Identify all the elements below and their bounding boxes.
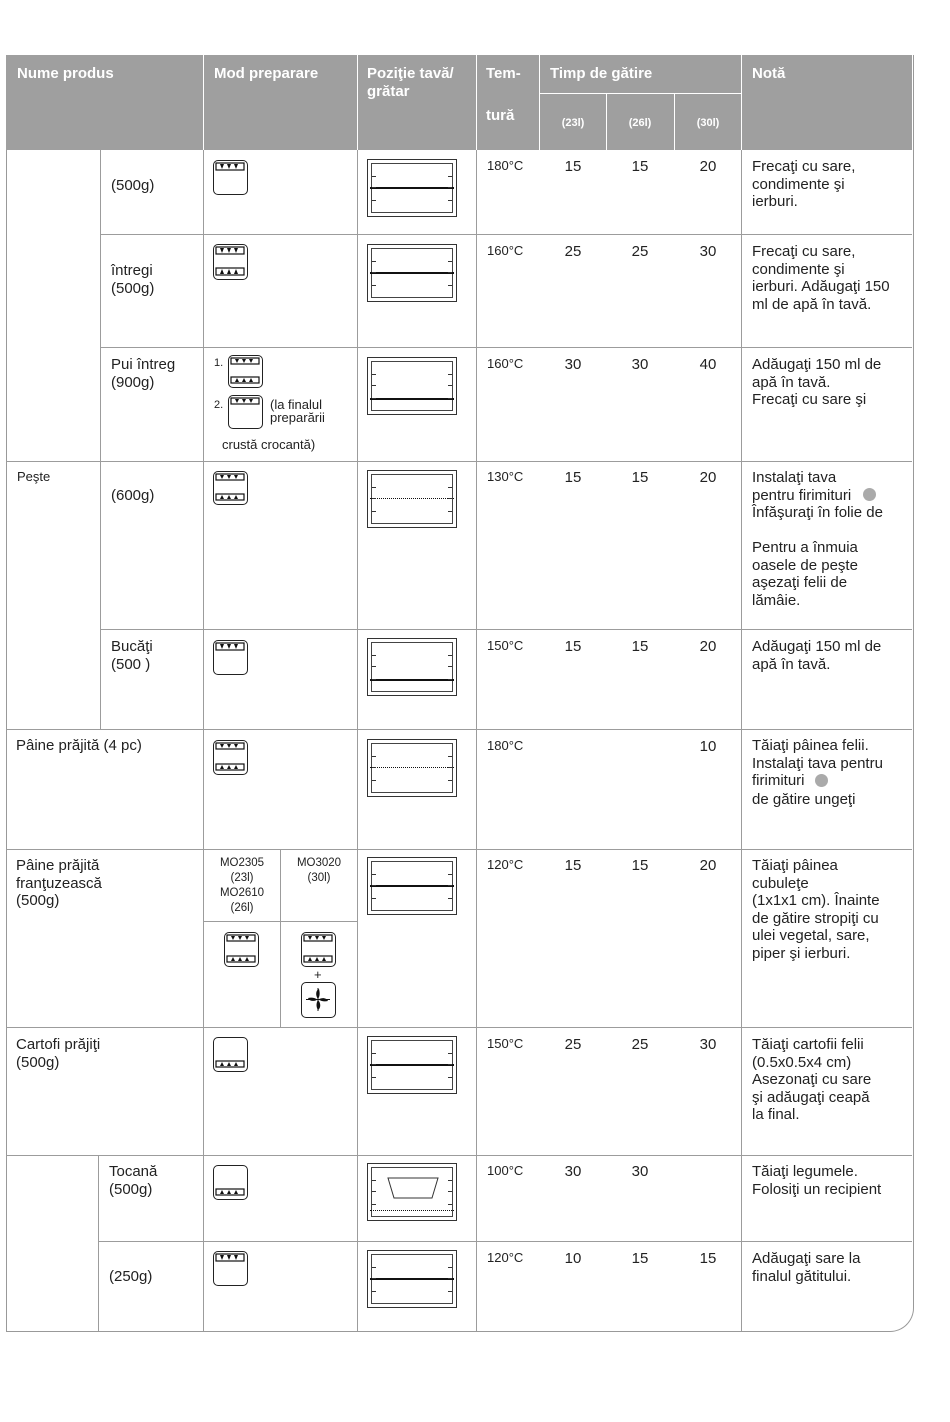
time-26l: 15	[631, 158, 649, 175]
top-bottom-grill-icon	[228, 355, 263, 388]
category-label: Peşte	[17, 469, 51, 484]
time-26l: 30	[631, 356, 649, 373]
header-time-23l: (23l)	[561, 117, 585, 129]
time-23l: 30	[564, 356, 582, 373]
note: Adăugaţi 150 ml de apă în tavă.	[752, 638, 882, 673]
product-name: Pâine prăjită (4 pc)	[16, 737, 142, 754]
mode-note-b: preparării	[270, 410, 325, 425]
shelf-position-icon	[367, 159, 457, 217]
temperature: 150°C	[487, 638, 524, 653]
product-name: (500g)	[111, 177, 155, 194]
header-mode: Mod preparare	[214, 65, 319, 82]
header-time: Timp de gătire	[550, 65, 653, 82]
temperature: 150°C	[487, 1036, 524, 1051]
bottom-heat-icon	[213, 1165, 248, 1200]
note: Adăugaţi 150 ml de apă în tavă. Frecaţi cu sare şi	[752, 356, 882, 408]
top-bottom-grill-icon	[301, 932, 336, 967]
time-30l: 20	[699, 857, 717, 874]
header-temp-1: Tem-	[486, 65, 521, 82]
temperature: 160°C	[487, 356, 524, 371]
time-23l: 10	[564, 1250, 582, 1267]
top-grill-icon	[228, 395, 263, 429]
note-b: Înfăşuraţi în folie de	[752, 504, 883, 521]
note-b: de gătire ungeţi	[752, 791, 856, 808]
product-name: Bucăţi (500 )	[111, 638, 153, 673]
time-30l: 30	[699, 1036, 717, 1053]
header-time-26l: (26l)	[628, 117, 652, 129]
mode-step-2: 2.	[214, 399, 224, 411]
time-26l: 15	[631, 1250, 649, 1267]
top-bottom-grill-icon	[213, 244, 248, 280]
model-label-a: MO2305 (23l) MO2610 (26l)	[219, 857, 265, 914]
header-note: Notă	[752, 65, 786, 82]
time-30l: 20	[699, 158, 717, 175]
plus-sign: +	[314, 967, 322, 982]
shelf-position-icon	[367, 357, 457, 415]
product-name: întregi (500g)	[111, 262, 155, 297]
product-name: Cartofi prăjiţi (500g)	[16, 1036, 101, 1071]
time-23l: 15	[564, 469, 582, 486]
grey-dot-icon	[815, 774, 828, 787]
product-name: (250g)	[109, 1268, 153, 1285]
top-grill-icon	[213, 1251, 248, 1286]
shelf-position-icon	[367, 638, 457, 696]
header-time-30l: (30l)	[696, 117, 720, 129]
note: Tăiaţi cartofii felii (0.5x0.5x4 cm) Asezonaţi cu sare şi adăugaţi ceapă la final.	[752, 1036, 872, 1123]
time-26l: 15	[631, 638, 649, 655]
time-30l: 10	[699, 738, 717, 755]
shelf-position-icon	[367, 739, 457, 797]
temperature: 180°C	[487, 158, 524, 173]
shelf-position-icon	[367, 1250, 457, 1308]
shelf-position-icon	[367, 244, 457, 302]
header-temp-2: tură	[486, 107, 515, 124]
shelf-position-icon	[367, 857, 457, 915]
mode-note-a: (la finalul	[270, 397, 323, 412]
note: Tăiaţi legumele. Folosiţi un recipient	[752, 1163, 882, 1198]
time-23l: 15	[564, 158, 582, 175]
top-bottom-grill-icon	[213, 740, 248, 775]
time-26l: 30	[631, 1163, 649, 1180]
product-name: (600g)	[111, 487, 155, 504]
shelf-position-icon	[367, 1163, 457, 1221]
top-bottom-grill-icon	[224, 932, 259, 967]
note: Tăiaţi pâinea cubuleţe (1x1x1 cm). Înainte de gătire stropiţi cu ulei vegetal, sare, piper şi ierburi.	[752, 857, 880, 962]
time-26l: 15	[631, 469, 649, 486]
fan-icon	[301, 982, 336, 1018]
temperature: 130°C	[487, 469, 524, 484]
product-name: Tocană (500g)	[109, 1163, 158, 1198]
time-30l: 40	[699, 356, 717, 373]
time-23l: 15	[564, 638, 582, 655]
top-grill-icon	[213, 640, 248, 675]
time-23l: 25	[564, 1036, 582, 1053]
header-product: Nume produs	[17, 65, 114, 82]
note-a: Tăiaţi pâinea felii. Instalaţi tava pentru firimituri	[752, 737, 883, 789]
top-grill-icon	[213, 160, 248, 195]
product-name: Pâine prăjită franţuzească (500g)	[16, 857, 102, 909]
note-a: Instalaţi tava pentru firimituri	[752, 469, 852, 504]
temperature: 120°C	[487, 857, 524, 872]
model-label-b: MO3020 (30l)	[296, 857, 342, 884]
time-23l: 25	[564, 243, 582, 260]
mode-note-c: crustă crocantă)	[222, 437, 316, 452]
header-position: Poziţie tavă/ grătar	[367, 65, 454, 100]
bottom-heat-icon	[213, 1037, 248, 1072]
grey-dot-icon	[863, 488, 876, 501]
note: Frecaţi cu sare, condimente şi ierburi. Adăugaţi 150 ml de apă în tavă.	[752, 243, 890, 313]
time-30l: 20	[699, 469, 717, 486]
time-26l: 25	[631, 243, 649, 260]
time-23l: 30	[564, 1163, 582, 1180]
time-30l: 15	[699, 1250, 717, 1267]
time-23l: 15	[564, 857, 582, 874]
temperature: 120°C	[487, 1250, 524, 1265]
time-26l: 25	[631, 1036, 649, 1053]
top-bottom-grill-icon	[213, 471, 248, 505]
time-26l: 15	[631, 857, 649, 874]
product-name: Pui întreg (900g)	[111, 356, 176, 391]
note: Adăugaţi sare la finalul gătitului.	[752, 1250, 861, 1285]
shelf-position-icon	[367, 470, 457, 528]
temperature: 180°C	[487, 738, 524, 753]
temperature: 160°C	[487, 243, 524, 258]
time-30l: 20	[699, 638, 717, 655]
time-30l: 30	[699, 243, 717, 260]
temperature: 100°C	[487, 1163, 524, 1178]
shelf-position-icon	[367, 1036, 457, 1094]
note: Frecaţi cu sare, condimente şi ierburi.	[752, 158, 856, 210]
mode-step-1: 1.	[214, 357, 224, 369]
note-c: Pentru a înmuia oasele de peşte aşezaţi felii de lămâie.	[752, 539, 858, 609]
